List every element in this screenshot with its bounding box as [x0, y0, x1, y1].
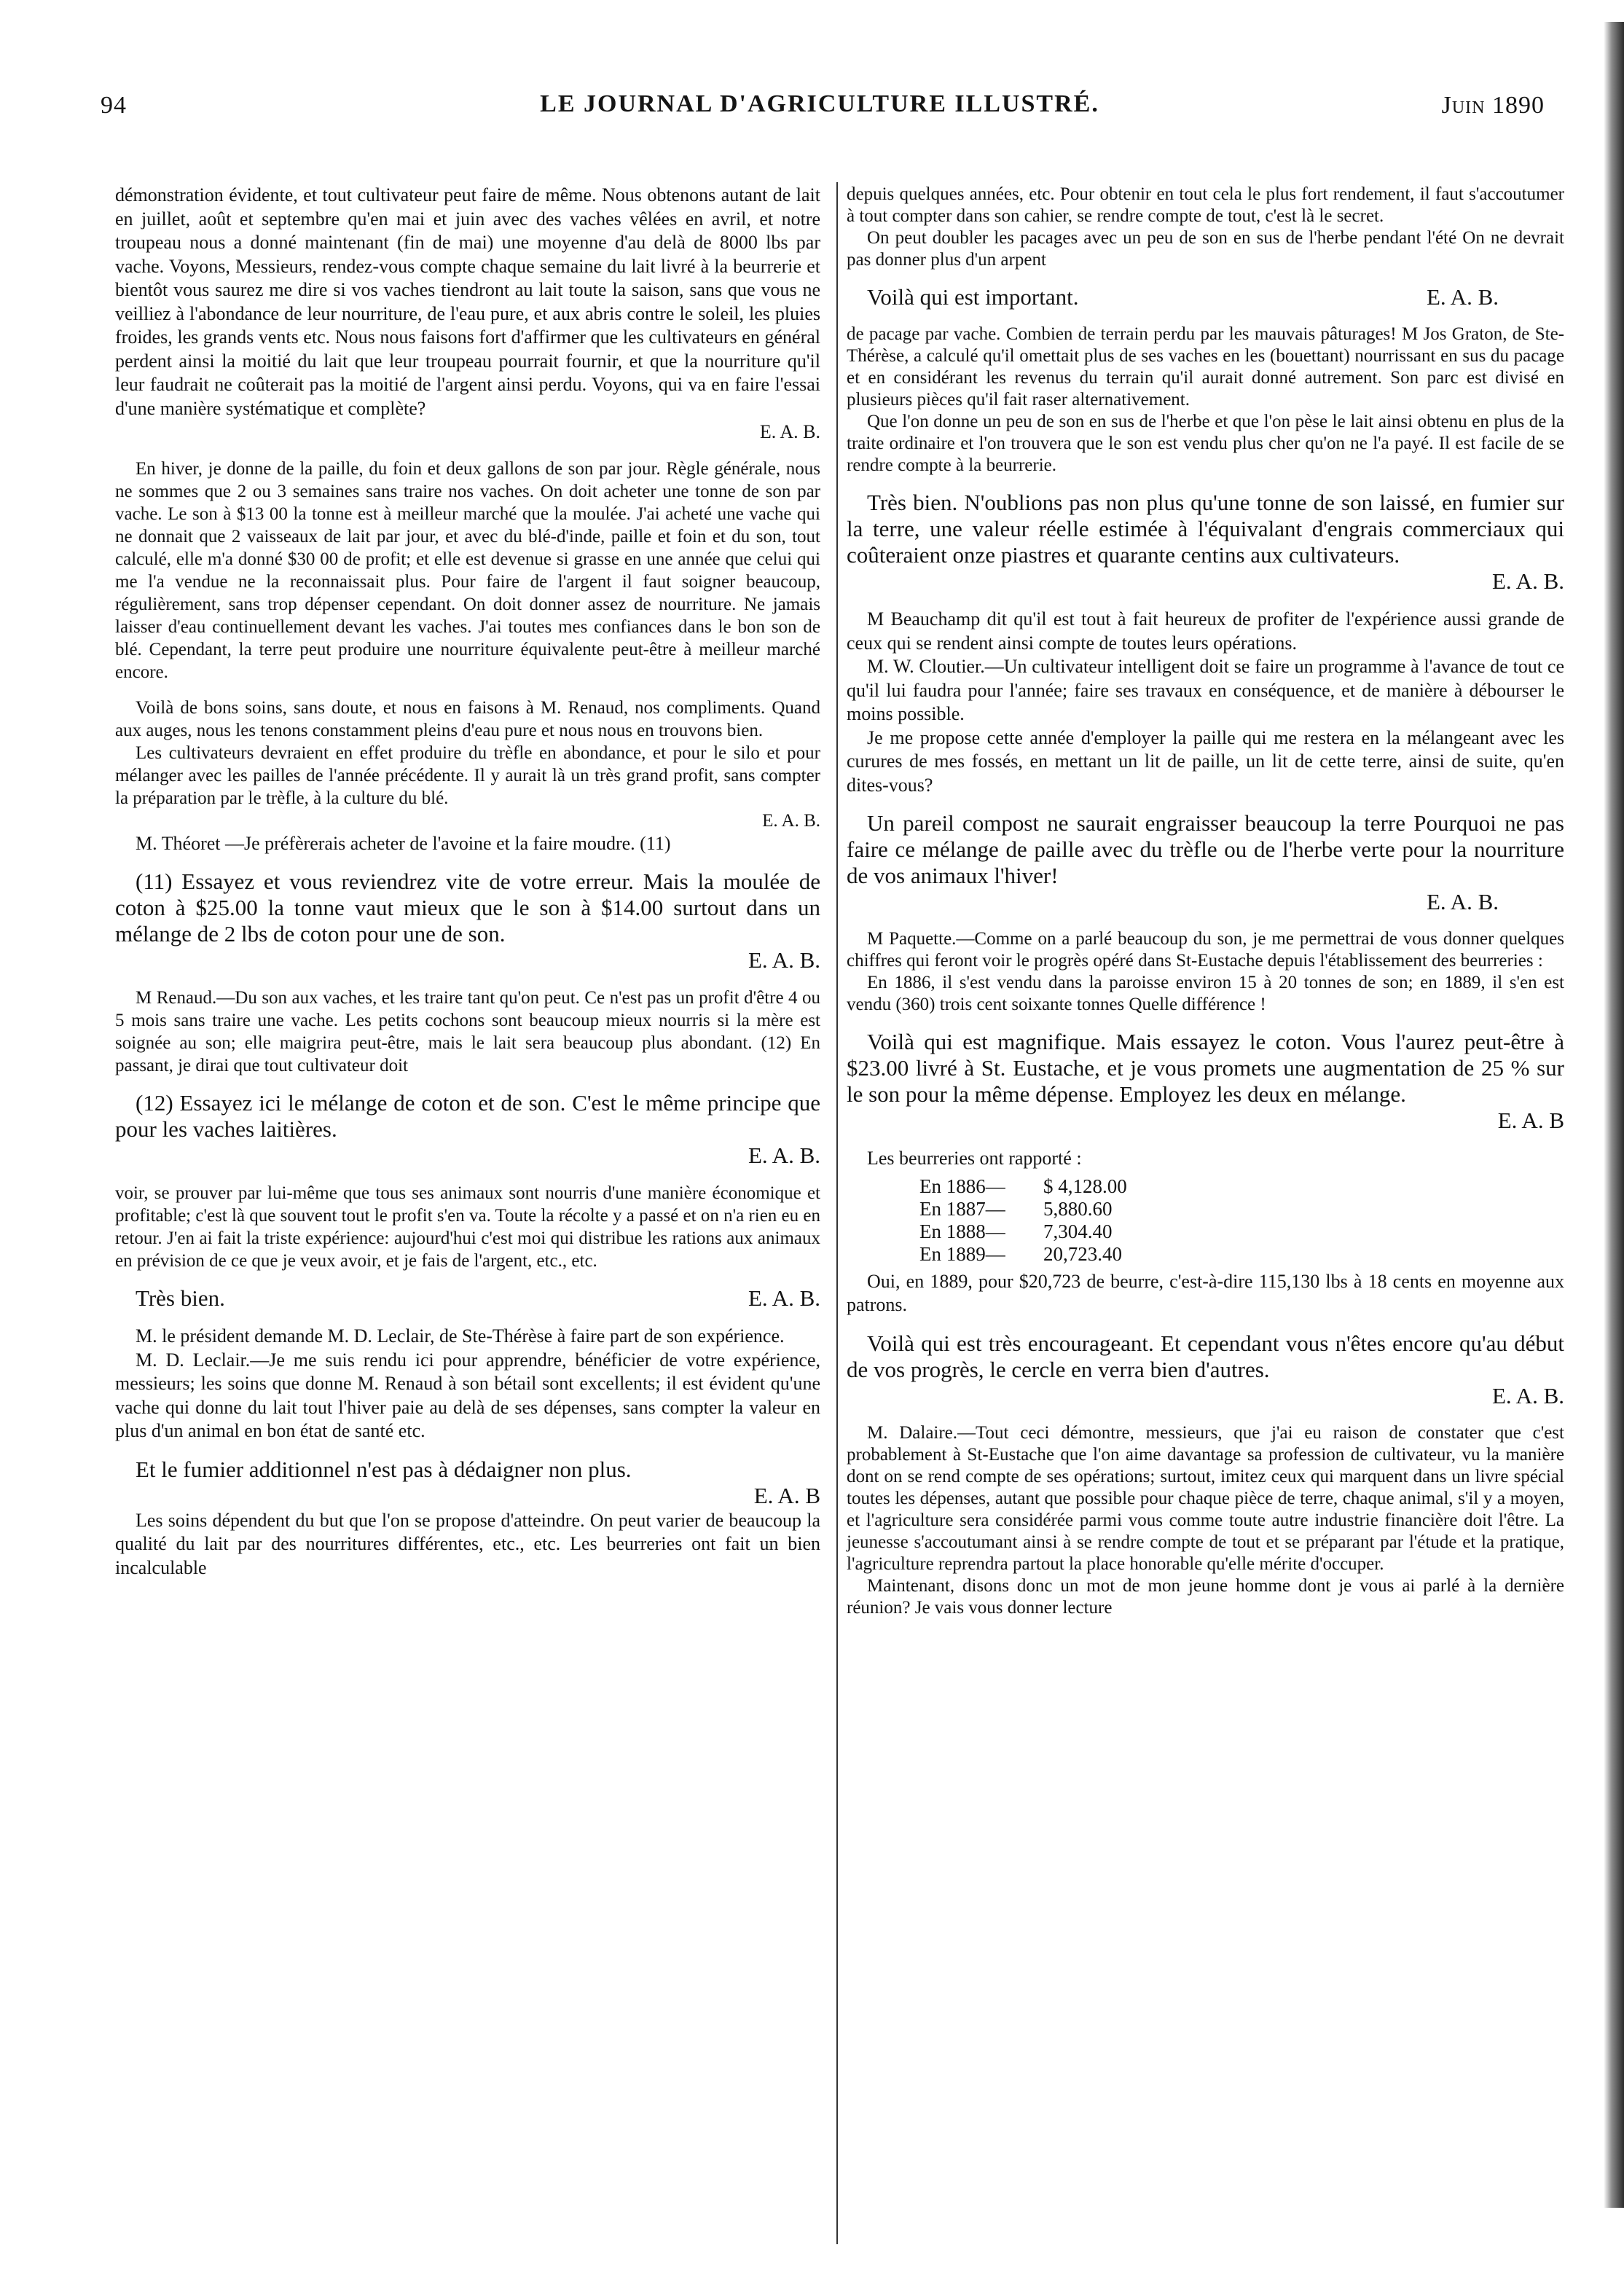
table-row	[890, 1175, 1564, 1198]
editor-note	[115, 869, 820, 973]
table-row	[890, 1243, 1564, 1266]
issue-date: Juin 1890	[1441, 92, 1545, 119]
table-year: En 1889—	[919, 1242, 1005, 1265]
paragraph-text: (12) Essayez ici le mélange de coton et de son. C'est le même principe que pour les vaches laitières.	[115, 1090, 820, 1142]
paragraph-text: M Paquette.—Comme on a parlé beaucoup du son, je me permettrai de vous donner quelques chiffres qui feront voir le progrès opéré dans St-Eustache depuis l'établissement des beurreries :	[847, 929, 1564, 971]
paragraph-text: démonstration évidente, et tout cultivateur peut faire de même. Nous obtenons autant de lait en juillet, août et septembre qu'en mai et juin avec des vaches vêlées en avril, et notre troupeau nous a donné maintenant (fin de mai) une moyenne d'au delà de 8000 lbs par vache. Voyons, Messieurs, rendez-vous compte chaque semaine du lait livré à la beurrerie et bientôt vous saurez me dire si vos vaches tiendront au lait toute la saison, sans que vous ne veilliez à l'abondance de leur nourriture, de l'eau pure, et aux abris contre le soleil, les pluies froides, les grands vents etc. Nous nous faisons fort d'affirmer que les cultivateurs en général perdent ainsi la moitié du lait que leur troupeau pourrait fournir, et que la nourriture qu'il leur faudrait ne coûterait pas la moitié de l'argent ainsi perdu. Voyons, qui va en faire l'essai d'une manière systématique et complète?	[115, 184, 820, 419]
signature: E. A. B.	[748, 947, 820, 973]
paragraph-text: Très bien.	[136, 1285, 225, 1311]
editor-note	[115, 1285, 820, 1312]
paragraph-text: Les beurreries ont rapporté :	[867, 1148, 1082, 1169]
paragraph	[115, 184, 820, 444]
editor-note	[847, 810, 1564, 915]
paragraph-text: Très bien. N'oublions pas non plus qu'une tonne de son laissé, en fumier sur la terre, une valeur réelle estimée à l'équivalant d'engrais commerciaux qui coûteraient onze piastres et quarante centins aux cultivateurs.	[847, 490, 1564, 568]
table-value: 5,880.60	[1043, 1197, 1113, 1220]
editor-note	[847, 1330, 1564, 1409]
paragraph-text: depuis quelques années, etc. Pour obtenir en tout cela le plus fort rendement, il faut s'accoutumer à tout compter dans son cahier, se rendre compte de tout, c'est là le secret.	[847, 184, 1564, 226]
paragraph-text: Les cultivateurs devraient en effet produire du trèfle en abondance, et pour le silo et pour mélanger avec les pailles de l'année précédente. Il y aurait là un très grand profit, sans compter la préparation par le trèfle, à la culture du blé.	[115, 742, 820, 808]
paragraph-text: En hiver, je donne de la paille, du foin et deux gallons de son par jour. Règle générale, nous ne sommes que 2 ou 3 semaines sans traire nos vaches. On doit acheter une tonne de son par vache. Le son à $13 00 la tonne est à meilleur marché que la moulée. J'ai acheté une vache qui ne donnait que 2 vaisseaux de lait par jour, et avec du blé-d'inde, paille et foin et du son, tout calculé, elle m'a donné $30 00 de profit; et elle est devenue si grasse en une année que celui qui me l'a vendue ne la reconnaissait plus. Pour faire de l'argent il faut soigner beaucoup, régulièrement, sans trop dépenser cependant. On doit donner assez de nourriture. Ne jamais laisser d'eau continuellement devant les vaches. J'ai toutes mes confiances dans le bon son de blé. Cependant, la terre peut produire une nourriture équivalente peut-être à meilleur marché encore.	[115, 458, 820, 682]
signature: E. A. B.	[1426, 284, 1499, 310]
paragraph-text: M. Théoret —Je préfèrerais acheter de l'avoine et la faire moudre. (11)	[136, 832, 671, 854]
paragraph-text: Et le fumier additionnel n'est pas à dédaigner non plus.	[136, 1456, 632, 1482]
signature: E. A. B.	[759, 421, 820, 442]
paragraph-text: (11) Essayez et vous reviendrez vite de votre erreur. Mais la moulée de coton à $25.00 la tonne vaut mieux que le son à $14.00 surtout dans un mélange de 2 lbs de coton pour une de son.	[115, 869, 820, 947]
paragraph	[115, 1325, 820, 1443]
table-value: $ 4,128.00	[1043, 1175, 1127, 1197]
page-header	[95, 86, 1545, 130]
page-edge-shadow	[1604, 22, 1624, 2208]
table-value: 20,723.40	[1043, 1242, 1122, 1265]
paragraph-text: de pacage par vache. Combien de terrain perdu par les mauvais pâturages! M Jos Graton, de Ste-Thérèse, a calculé qu'il omettait plus de ses vaches en les (bouettant) nourrissant en sus du pacage et en considérant les revenus du terrain qu'il aurait donné autrement. Son parc est divisé en plusieurs pièces qu'il fait raser alternativement.	[847, 324, 1564, 409]
signature: E. A. B.	[748, 1143, 820, 1168]
journal-title: LE JOURNAL D'AGRICULTURE ILLUSTRÉ.	[540, 90, 1099, 117]
editor-note	[847, 284, 1564, 310]
table-row	[890, 1198, 1564, 1220]
paragraph-text: M. W. Cloutier.—Un cultivateur intelligent doit se faire un programme à l'avance de tout ce qu'il lui faudra pour l'année; faire ses travaux en conséquence, et de manière à débourser le moins possible.	[847, 656, 1564, 724]
column-divider	[836, 182, 838, 2244]
paragraph-text: M. D. Leclair.—Je me suis rendu ici pour apprendre, bénéficier de votre expérience, messieurs; les soins que donne M. Renaud à son bétail sont excellents; il est évident qu'une vache qui donne du lait tout l'hiver paie au delà de ses dépenses, sans compter la valeur en plus d'un animal en bon état de santé etc.	[115, 1349, 820, 1441]
paragraph-text: Voilà qui est important.	[867, 284, 1079, 310]
table-year: En 1888—	[919, 1220, 1005, 1242]
signature: E. A. B.	[748, 1285, 820, 1311]
paragraph-text: En 1886, il s'est vendu dans la paroisse environ 15 à 20 tonnes de son; en 1889, il s'en est vendu (360) trois cent soixante tonnes Quelle différence !	[847, 973, 1564, 1014]
paragraph-text: Un pareil compost ne saurait engraisser beaucoup la terre Pourquoi ne pas faire ce mélange de paille avec du trèfle ou de l'herbe verte pour la nourriture de vos animaux l'hiver!	[847, 810, 1564, 888]
paragraph	[115, 832, 820, 856]
signature: E. A. B.	[1491, 568, 1564, 594]
left-column	[115, 184, 820, 1580]
paragraph-text: Voilà de bons soins, sans doute, et nous en faisons à M. Renaud, nos compliments. Quand aux auges, nous les tenons constamment pleins d'eau pure et nous nous en trouvons bien.	[115, 697, 820, 740]
signature: E. A. B.	[1426, 889, 1499, 914]
paragraph-text: voir, se prouver par lui-même que tous ses animaux sont nourris d'une manière économique et profitable; c'est là que souvent tout le profit s'en va. Toute la récolte y a passé et on n'a rien eu en retour. J'en ai fait la triste expérience: aujourd'hui c'est moi qui distribue les rations aux animaux en prévision de ce que je veux avoir, et je fais de l'argent, etc., etc.	[115, 1183, 820, 1271]
table-year: En 1886—	[919, 1175, 1005, 1197]
page-number: 94	[101, 92, 127, 119]
paragraph	[847, 1422, 1564, 1619]
signature: E. A. B.	[762, 810, 820, 831]
editor-note	[847, 490, 1564, 595]
paragraph-text: Que l'on donne un peu de son en sus de l'herbe et que l'on pèse le lait ainsi obtenu en plus de la traite ordinaire et l'on trouvera que le son est vendu plus cher qu'on ne l'a payé. Il est facile de se rendre compte à la beurrerie.	[847, 412, 1564, 475]
paragraph	[847, 928, 1564, 1016]
paragraph-text: M Renaud.—Du son aux vaches, et les traire tant qu'on peut. Ce n'est pas un profit d'être 4 ou 5 mois sans traire une vache. Les petits cochons sont beaucoup mieux nourris si la mère est soignée au son; elle maigrira peut-être, mais le lait sera beaucoup plus abondant. (12) En passant, je dirai que tout cultivateur doit	[115, 988, 820, 1075]
paragraph-text: M Beauchamp dit qu'il est tout à fait heureux de profiter de l'expérience aussi grande de ceux qui se rendent ainsi compte de toutes leurs opérations.	[847, 608, 1564, 654]
table-row	[890, 1220, 1564, 1243]
paragraph	[115, 1182, 820, 1272]
paragraph-text: Voilà qui est très encourageant. Et cependant vous n'êtes encore qu'au début de vos progrès, le cercle en verra bien d'autres.	[847, 1330, 1564, 1382]
editor-note	[847, 1029, 1564, 1134]
paragraph	[847, 184, 1564, 271]
paragraph	[847, 324, 1564, 477]
editor-note	[115, 1457, 820, 1509]
paragraph-text: Les soins dépendent du but que l'on se propose d'atteindre. On peut varier de beaucoup la qualité du lait par des nourritures différentes, etc., etc. Les beurreries ont fait un bien incalculable	[115, 1509, 820, 1578]
paragraph-text: Je me propose cette année d'employer la paille qui me restera en la mélangeant avec les curures de mes fossés, en mettant un lit de paille, un lit de cette terre, ainsi de suite, qu'en dites-vous?	[847, 726, 1564, 796]
paragraph-text: Voilà qui est magnifique. Mais essayez le coton. Vous l'aurez peut-être à $23.00 livré à St. Eustache, et je vous promets une augmentation de 25 % sur le son pour la même dépense. Employez les deux en mélange.	[847, 1029, 1564, 1107]
paragraph	[847, 1147, 1564, 1317]
revenue-table	[890, 1175, 1564, 1266]
paragraph-text: M. le président demande M. D. Leclair, de Ste-Thérèse à faire part de son expérience.	[136, 1325, 785, 1347]
paragraph-text: On peut doubler les pacages avec un peu de son en sus de l'herbe pendant l'été On ne devrait pas donner plus d'un arpent	[847, 228, 1564, 270]
signature: E. A. B	[753, 1482, 820, 1508]
table-year: En 1887—	[919, 1197, 1005, 1220]
paragraph	[115, 458, 820, 683]
signature: E. A. B.	[1491, 1382, 1564, 1408]
paragraph-text: Oui, en 1889, pour $20,723 de beurre, c'est-à-dire 115,130 lbs à 18 cents en moyenne aux patrons.	[847, 1270, 1564, 1315]
paragraph-text: M. Dalaire.—Tout ceci démontre, messieurs, que j'ai eu raison de constater que c'est probablement à St-Eustache que l'on aime davantage sa profession de cultivateur, vu la manière dont on se rend compte de ses opérations; surtout, imitez ceux qui marquent dans un livre spécial toutes les dépenses, autant que possible pour chaque pièce de terre, chaque animal, s'il y a moyen, et l'agriculture sera considérée parmi vous comme toute autre industrie financière doit l'être. La jeunesse s'accoutumant ainsi à se rendre compte de tout et se préparant par l'étude et la pratique, l'agriculture reprendra partout la place honorable qu'elle mérite d'occuper.	[847, 1422, 1564, 1574]
paragraph	[115, 1509, 820, 1580]
paragraph-text: Maintenant, disons donc un mot de mon jeune homme dont je vous ai parlé à la dernière réunion? Je vais vous donner lecture	[847, 1575, 1564, 1618]
editor-note	[115, 1090, 820, 1169]
paragraph	[115, 697, 820, 832]
table-value: 7,304.40	[1043, 1220, 1113, 1242]
paragraph	[115, 987, 820, 1077]
right-column	[847, 184, 1564, 1619]
signature: E. A. B	[1497, 1108, 1564, 1133]
paragraph	[847, 608, 1564, 797]
